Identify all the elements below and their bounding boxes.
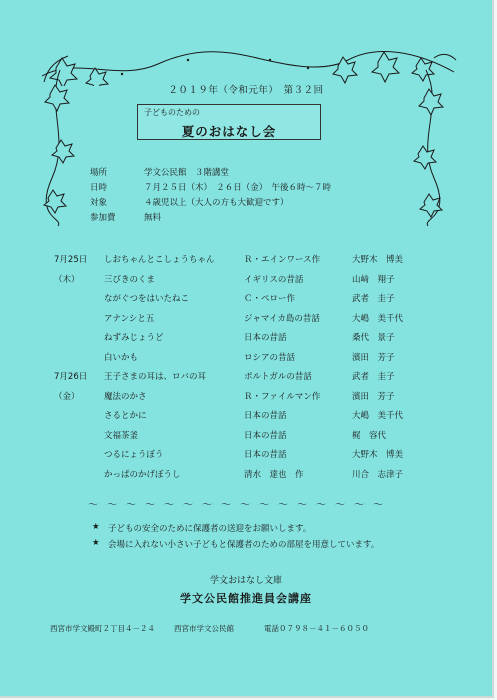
story-origin: Ｒ・エインワース作 <box>244 255 321 265</box>
story-origin: ジャマイカ島の昔話 <box>244 313 320 324</box>
story-origin: ロシアの昔話 <box>244 352 296 363</box>
info-value: 学文公民館 ３階講堂 <box>144 168 230 178</box>
storyteller-name: 大野木 博美 <box>352 450 404 460</box>
story-title: 白いかも <box>104 352 139 363</box>
star-icon: ★ <box>92 538 100 548</box>
story-origin: 日本の昔話 <box>244 430 287 441</box>
address-text: 西宮市学文殿町２丁目４－２４ <box>50 624 155 633</box>
program-date: 7月26日 <box>54 372 88 382</box>
program-date: （木） <box>54 274 80 285</box>
wave-divider: ～～～～～～～～～～～～～～～～ <box>88 500 392 511</box>
info-value: ７月２５日（木） ２６日（金） 午後６時～７時 <box>144 183 332 193</box>
info-value: ４歳児以上（大人の方も大歓迎です） <box>144 198 289 208</box>
story-title: ながぐつをはいたねこ <box>104 294 190 304</box>
info-label: 場所 <box>90 168 108 178</box>
story-origin: イギリスの昔話 <box>244 274 304 285</box>
story-origin: 日本の昔話 <box>244 411 287 421</box>
story-title: 魔法のかさ <box>104 391 147 402</box>
list-item <box>0 331 492 347</box>
story-origin: 清水 達也 作 <box>244 469 304 480</box>
story-title: 文福茶釜 <box>104 430 139 441</box>
info-value: 無料 <box>144 213 162 223</box>
list-item <box>0 292 492 308</box>
list-item <box>0 370 492 386</box>
year-edition-line: ２０１９年（令和元年） 第３２回 <box>168 85 324 96</box>
ivy-vine-top-decoration <box>38 46 458 86</box>
star-icon: ★ <box>92 522 100 532</box>
story-title: 王子さまの耳は、ロバの耳 <box>104 372 207 382</box>
list-item <box>0 351 492 367</box>
storyteller-name: 大野木 博美 <box>352 255 404 265</box>
story-title: 三びきのくま <box>104 274 156 285</box>
list-item <box>0 429 492 445</box>
notice-text: 子どもの安全のために保護者の送迎をお願いします。 <box>108 524 312 534</box>
title-subtitle: 子どものための <box>144 108 200 117</box>
storyteller-name: 山﨑 翔子 <box>352 274 395 285</box>
list-item <box>0 312 492 328</box>
venue-name: 西宮市学文公民館 <box>174 624 234 633</box>
story-title: つるにょうぼう <box>104 450 164 460</box>
list-item <box>0 273 492 289</box>
list-item <box>0 253 492 269</box>
program-date: （金） <box>54 391 80 402</box>
story-origin: Ｒ・ファイルマン作 <box>244 391 321 402</box>
story-title: アナンシと五 <box>104 313 155 324</box>
notice-text: 会場に入れない小さい子どもと保護者のための部屋を用意しています。 <box>108 540 380 550</box>
list-item <box>0 468 492 484</box>
story-origin: 日本の昔話 <box>244 450 287 460</box>
info-label: 日時 <box>90 183 108 193</box>
organizer-name: 学文おはなし文庫 <box>209 576 282 586</box>
story-origin: Ｃ・ペロー作 <box>244 294 296 304</box>
storyteller-name: 濱田 芳子 <box>352 352 395 363</box>
storyteller-name: 川合 志津子 <box>352 469 404 480</box>
story-title: さるとかに <box>104 411 147 421</box>
list-item <box>0 448 492 464</box>
storyteller-name: 濱田 芳子 <box>352 391 395 402</box>
storyteller-name: 武者 圭子 <box>352 372 395 382</box>
list-item <box>0 390 492 406</box>
story-title: かっぱのかげぼうし <box>104 469 181 480</box>
title-box <box>137 104 321 140</box>
phone-number: 電話０７９８－４１－６０５０ <box>264 624 369 633</box>
storyteller-name: 桑代 景子 <box>352 333 395 343</box>
info-label: 参加費 <box>90 213 116 223</box>
program-date: 7月25日 <box>54 255 88 265</box>
story-origin: 日本の昔話 <box>244 333 287 343</box>
page-title: 夏のおはなし会 <box>181 124 277 139</box>
storyteller-name: 大嶋 美千代 <box>352 313 404 324</box>
story-title: ねずみじょうど <box>104 333 164 343</box>
story-title: しおちゃんとこしょうちゃん <box>104 255 215 265</box>
host-name: 学文公民館推進員会講座 <box>180 592 312 605</box>
list-item <box>0 409 492 425</box>
storyteller-name: 大嶋 美千代 <box>352 411 404 421</box>
storyteller-name: 梶 容代 <box>352 430 387 441</box>
info-label: 対象 <box>90 198 108 208</box>
storyteller-name: 武者 圭子 <box>352 294 395 304</box>
story-origin: ポルトガルの昔話 <box>244 372 312 382</box>
